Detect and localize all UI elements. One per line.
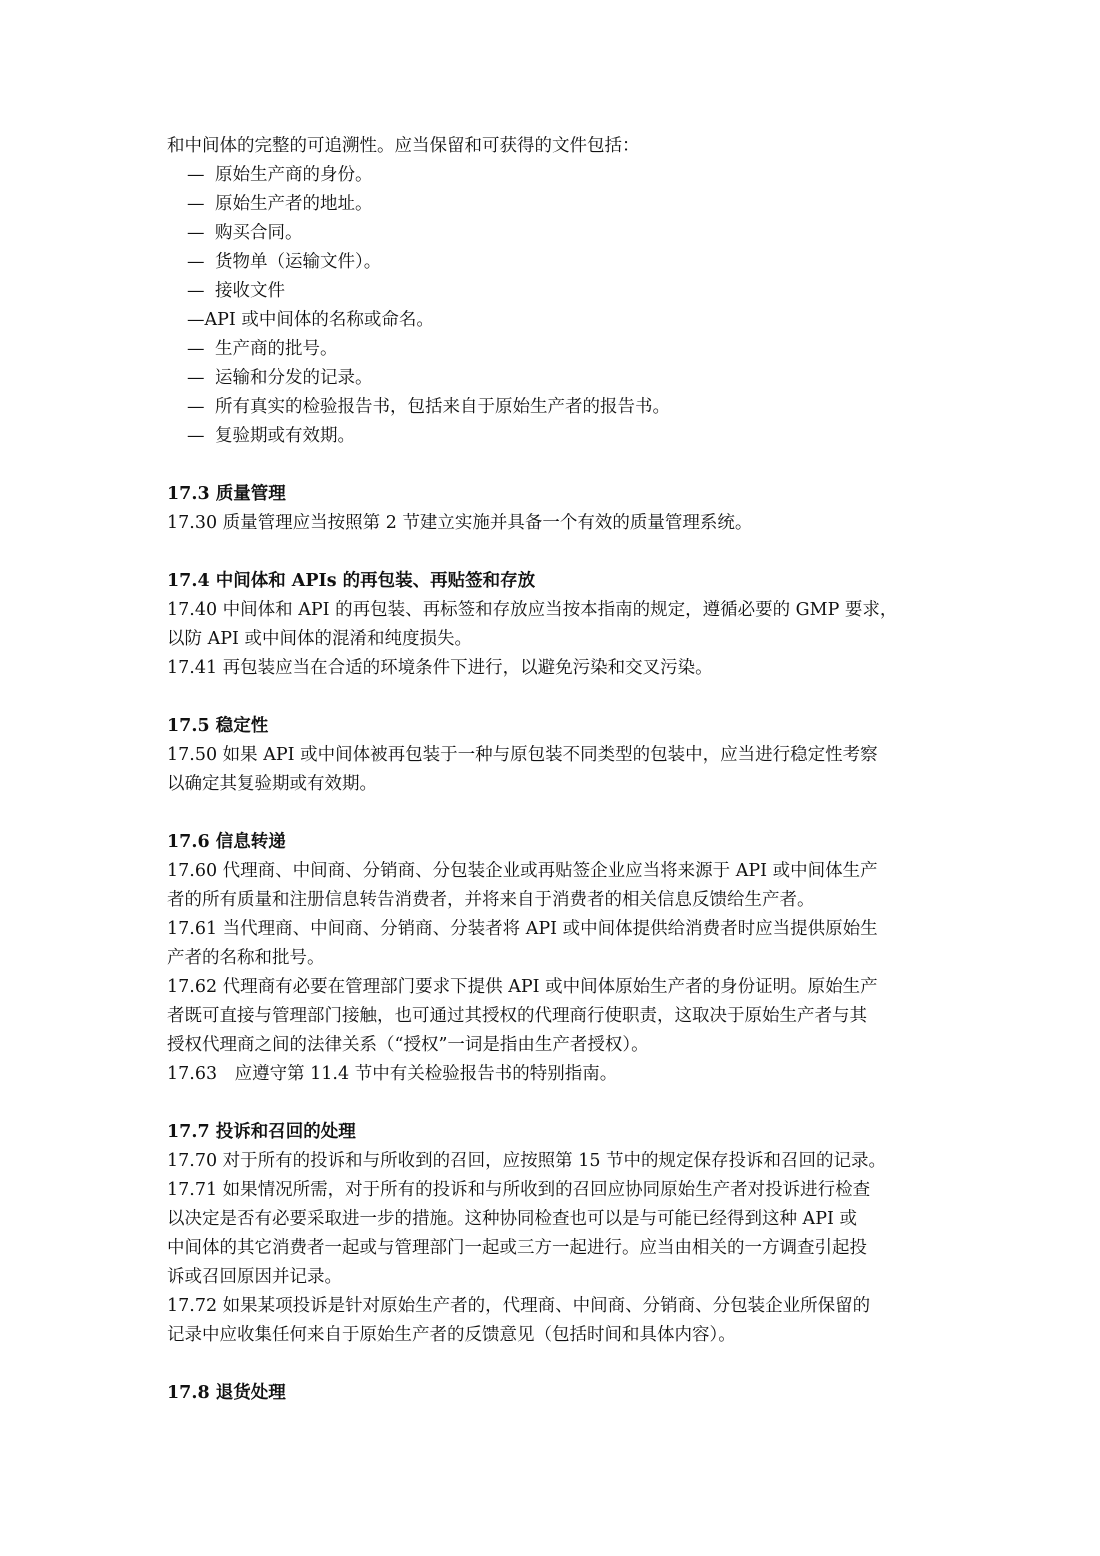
list-item-text: 原始生产者的地址。 — [215, 194, 373, 214]
paragraph — [167, 915, 937, 973]
paragraph-line: 17.61 当代理商、中间商、分销商、分装者将 API 或中间体提供给消费者时应当提供原始生 — [167, 919, 878, 939]
paragraph — [167, 596, 937, 654]
list-item — [167, 422, 937, 451]
list-dash: — — [187, 194, 205, 214]
list-dash: — — [187, 281, 205, 301]
section-heading: 17.6 信息转递 — [167, 832, 286, 852]
section-heading: 17.8 退货处理 — [167, 1383, 286, 1403]
paragraph-line: 17.41 再包装应当在合适的环境条件下进行，以避免污染和交叉污染。 — [167, 658, 713, 678]
paragraph-line: 17.62 代理商有必要在管理部门要求下提供 API 或中间体原始生产者的身份证明。原始生产 — [167, 977, 878, 997]
paragraph-line: 17.71 如果情况所需，对于所有的投诉和与所收到的召回应协同原始生产者对投诉进行检查 — [167, 1180, 871, 1200]
paragraph — [167, 654, 937, 683]
paragraph — [167, 857, 937, 915]
list-item — [167, 335, 937, 364]
paragraph-line: 产者的名称和批号。 — [167, 948, 325, 968]
section-gap — [167, 1350, 937, 1379]
list-item-text: 接收文件 — [215, 281, 285, 301]
list-item — [167, 306, 937, 335]
documents-list — [167, 161, 937, 451]
list-dash: — — [187, 165, 205, 185]
list-item-text: 货物单（运输文件）。 — [215, 252, 382, 272]
list-item — [167, 393, 937, 422]
paragraph-line: 诉或召回原因并记录。 — [167, 1267, 342, 1287]
list-item-text: 生产商的批号。 — [215, 339, 338, 359]
paragraph — [167, 741, 937, 799]
list-item — [167, 248, 937, 277]
section-gap — [167, 1089, 937, 1118]
list-item-text: 所有真实的检验报告书，包括来自于原始生产者的报告书。 — [215, 397, 670, 417]
list-item-text: —API 或中间体的名称或命名。 — [187, 310, 434, 330]
sections — [167, 451, 937, 1408]
document-page — [167, 132, 937, 1408]
list-item-text: 运输和分发的记录。 — [215, 368, 373, 388]
list-item-text: 复验期或有效期。 — [215, 426, 355, 446]
paragraph-line: 以防 API 或中间体的混淆和纯度损失。 — [167, 629, 472, 649]
paragraph — [167, 973, 937, 1060]
list-item — [167, 364, 937, 393]
list-item — [167, 219, 937, 248]
intro-line: 和中间体的完整的可追溯性。应当保留和可获得的文件包括： — [167, 136, 640, 156]
section-gap — [167, 451, 937, 480]
paragraph — [167, 1176, 937, 1292]
list-dash: — — [187, 223, 205, 243]
section-gap — [167, 538, 937, 567]
paragraph-line: 以决定是否有必要采取进一步的措施。这种协同检查也可以是与可能已经得到这种 API 或 — [167, 1209, 857, 1229]
paragraph-line: 17.50 如果 API 或中间体被再包装于一种与原包装不同类型的包装中，应当进行稳定性考察 — [167, 745, 878, 765]
list-item-text: 购买合同。 — [215, 223, 303, 243]
list-item-text: 原始生产商的身份。 — [215, 165, 373, 185]
section-heading: 17.4 中间体和 APIs 的再包装、再贴签和存放 — [167, 571, 536, 591]
paragraph-line: 以确定其复验期或有效期。 — [167, 774, 377, 794]
section-gap — [167, 683, 937, 712]
section-heading: 17.3 质量管理 — [167, 484, 286, 504]
paragraph-line: 17.70 对于所有的投诉和与所收到的召回，应按照第 15 节中的规定保存投诉和召回的记录。 — [167, 1151, 887, 1171]
paragraph — [167, 1292, 937, 1350]
section-heading: 17.7 投诉和召回的处理 — [167, 1122, 356, 1142]
paragraph-line: 记录中应收集任何来自于原始生产者的反馈意见（包括时间和具体内容）。 — [167, 1325, 736, 1345]
paragraph-line: 17.60 代理商、中间商、分销商、分包装企业或再贴签企业应当将来源于 API 或中间体生产 — [167, 861, 878, 881]
paragraph-line: 17.40 中间体和 API 的再包装、再标签和存放应当按本指南的规定，遵循必要的 GMP 要求， — [167, 600, 898, 620]
paragraph-line: 者的所有质量和注册信息转告消费者，并将来自于消费者的相关信息反馈给生产者。 — [167, 890, 815, 910]
paragraph — [167, 1060, 937, 1089]
paragraph-line: 者既可直接与管理部门接触，也可通过其授权的代理商行使职责，这取决于原始生产者与其 — [167, 1006, 867, 1026]
list-dash: — — [187, 368, 205, 388]
paragraph-line: 17.63 应遵守第 11.4 节中有关检验报告书的特别指南。 — [167, 1064, 618, 1084]
paragraph-line: 中间体的其它消费者一起或与管理部门一起或三方一起进行。应当由相关的一方调查引起投 — [167, 1238, 867, 1258]
list-dash: — — [187, 339, 205, 359]
list-item — [167, 190, 937, 219]
section-gap — [167, 799, 937, 828]
list-dash: — — [187, 397, 205, 417]
list-item — [167, 277, 937, 306]
paragraph — [167, 1147, 937, 1176]
paragraph — [167, 509, 937, 538]
paragraph-line: 17.30 质量管理应当按照第 2 节建立实施并具备一个有效的质量管理系统。 — [167, 513, 753, 533]
section-heading: 17.5 稳定性 — [167, 716, 269, 736]
list-item — [167, 161, 937, 190]
paragraph-line: 授权代理商之间的法律关系（“授权”一词是指由生产者授权）。 — [167, 1035, 649, 1055]
list-dash: — — [187, 426, 205, 446]
list-dash: — — [187, 252, 205, 272]
paragraph-line: 17.72 如果某项投诉是针对原始生产者的，代理商、中间商、分销商、分包装企业所保留的 — [167, 1296, 871, 1316]
